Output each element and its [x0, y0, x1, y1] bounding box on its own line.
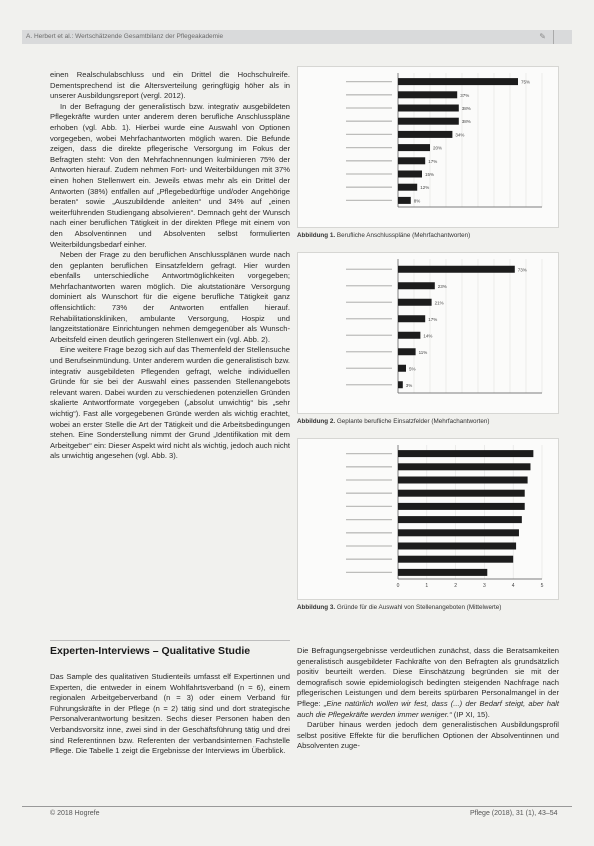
bar — [398, 490, 525, 497]
paragraph: Eine weitere Frage bezog sich auf das Themenfeld der Stellensuche und Berufseinmündung. Unter anderem wurden die generalistisch bzw. integrativ ausgebildeten Pflegenden gefragt, welche individuellen Gründe für sie bei der Auswahl eines passenden Stellenangebots relevant waren. Dabei wurden zu verschiedenen potenziellen Gründen skalierte Antwortformate vorgegeben („absolut unwichtig“ bis „sehr wichtig“). Fast alle vorgegebenen Gründe werden als wichtig erachtet, wobei an erster Stelle die Art der Tätigkeit und die Arbeitsbedingungen stehen. Eine Sonderstellung nimmt der Grund „Identifikation mit dem Arbeitgeber“ ein: Dieser Aspekt wird nicht als wichtig, jedoch auch nicht als unwichtig angesehen (vgl. Abb. 3). — [50, 345, 290, 461]
footer-copyright: © 2018 Hogrefe — [50, 810, 100, 817]
bar — [398, 516, 522, 523]
bar — [398, 157, 425, 164]
figure-2-caption-label: Abbildung 2. — [297, 418, 336, 425]
bar — [398, 105, 459, 112]
pen-icon: ✎ — [539, 32, 546, 41]
quote-reference: (IP XI, 15). — [453, 709, 490, 719]
data-label: 17% — [428, 158, 438, 164]
figure-2-caption-text: Geplante berufliche Einsatzfelder (Mehrfachantworten) — [336, 418, 490, 425]
tick-label: 4 — [511, 583, 515, 589]
data-label: 3% — [405, 382, 413, 388]
figure-3-caption-text: Gründe für die Auswahl von Stellenangeboten (Mittelwerte) — [336, 604, 502, 611]
tick-label: 5 — [540, 583, 544, 589]
paragraph: Neben der Frage zu den beruflichen Anschlussplänen wurde nach den geplanten beruflichen Einsatzfeldern gefragt. Hier wurden ebenfalls unterschiedliche Antwortmöglichkeiten vorgegeben; Mehrfachantworten waren möglich. Die akutstationäre Versorgung dominiert als Wunschort für die eigene berufliche Tätigkeit ganz offensichtlich: 73% der Antworten entfallen hierauf. Rehabilitationskliniken, ambulante Versorgung, Hospiz und langzeitstationäre Einrichtungen nehmen demgegenüber als Wunsch-Arbeitsfeld einen deutlich geringeren Stellenwert ein (vgl. Abb. 2). — [50, 250, 290, 344]
tick-label: 1 — [425, 583, 429, 589]
figure-3-chart-box — [297, 438, 559, 600]
data-label: 8% — [413, 198, 421, 204]
figure-2 — [297, 252, 559, 426]
data-label: 17% — [428, 316, 438, 322]
figure-3 — [297, 438, 559, 612]
bar — [398, 463, 530, 470]
bar — [398, 450, 533, 457]
paragraph: Das Sample des qualitativen Studienteils umfasst elf Expertinnen und Experten, die entweder in einem Wohlfahrtsverband (n = 6), einem regionalen Arbeitgeberverband (n = 3) oder einem Verband für Führungskräfte in der Pflege (n = 2) tätig sind und dort strategische Personalverantwortung besitzen. Sechs dieser Personen haben den Verbandsvorsitz inne, zwei sind in der Geschäftsführung tätig und drei sind Referentinnen bzw. Referenten der verbandsinternen Fachstelle Pflege. Die Tabelle 1 zeigt die Ergebnisse der Interviews im Überblick. — [50, 672, 290, 756]
bar — [398, 569, 487, 576]
bar — [398, 315, 425, 322]
data-label: 73% — [517, 267, 527, 273]
bar — [398, 197, 411, 204]
figure-1 — [297, 66, 559, 240]
bottom-right-text — [297, 646, 559, 752]
bar — [398, 184, 417, 191]
data-label: 37% — [460, 92, 470, 98]
left-column-text — [50, 70, 290, 462]
bar — [398, 332, 420, 339]
data-label: 75% — [521, 79, 531, 85]
section-title: Experten-Interviews – Qualitative Studie — [50, 640, 290, 657]
figure-2-chart-box — [297, 252, 559, 414]
figure-2-caption — [297, 418, 559, 426]
data-label: 23% — [437, 283, 447, 289]
bar — [398, 78, 518, 85]
bar — [398, 282, 435, 289]
data-label: 38% — [461, 106, 471, 111]
paragraph — [297, 646, 559, 720]
bar — [398, 118, 459, 125]
bar — [398, 529, 519, 536]
bar — [398, 477, 528, 484]
tick-label: 3 — [483, 583, 486, 589]
data-label: 38% — [461, 119, 471, 125]
bar — [398, 503, 525, 510]
paragraph: Darüber hinaus werden jedoch dem generalistischen Ausbildungsprofil selbst positive Effekte für die beruflichen Optionen der Absolventinnen und Absolventen zuge- — [297, 720, 559, 751]
bar — [398, 543, 516, 550]
data-label: 5% — [409, 366, 416, 372]
bar — [398, 299, 432, 306]
divider — [553, 30, 564, 44]
footer-citation: Pflege (2018), 31 (1), 43–54 — [470, 810, 558, 817]
figure-1-chart-box — [297, 66, 559, 228]
figure-3-caption-label: Abbildung 3. — [297, 604, 336, 611]
paragraph: In der Befragung der generalistisch bzw. integrativ ausgebildeten Pflegekräfte wurden unter anderem deren berufliche Anschlusspläne erhoben (vgl. Abb. 1). Hierbei wurde eine Auswahl von Optionen vorgegeben, wobei Mehrfachantworten möglich waren. Die Befunde zeigen, dass die direkte pflegerische Versorgung im Fokus der Befragten steht: Von den Mehrfachnennungen kulminieren 75% der Antworten hierauf. Zudem nehmen Fort- und Weiterbildungen mit 37% einen hohen Stellenwert ein. Jeweils etwas mehr als ein Drittel der Antworten (38%) entfallen auf „Pflegebedürftige und/oder Angehörige beraten“ sowie „Auszubildende anleiten“ und 34% auf „einen weiterführenden Studiengang absolvieren“. Demnach geht der Wunsch nach einer beruflichen Tätigkeit in der direkten Pflege mit einem von den Absolventinnen und Absolventen selbst formulierten Weiterbildungsbedarf einher. — [50, 101, 290, 249]
bar — [398, 556, 513, 563]
running-head — [22, 30, 572, 44]
interview-quote: „Eine natürlich wollen wir fest, dass (...) der Bedarf steigt, aber halt auch die Pflegekräfte werden immer weniger.“ — [297, 698, 559, 719]
bar — [398, 348, 416, 355]
bar — [398, 171, 422, 178]
bar — [398, 91, 457, 98]
bottom-left-text — [50, 672, 290, 757]
data-label: 14% — [423, 333, 433, 339]
footer-divider — [22, 806, 572, 807]
figure-1-caption — [297, 232, 559, 240]
bar — [398, 144, 430, 151]
running-head-text: A. Herbert et al.: Wertschätzende Gesamtbilanz der Pflegeakademie — [26, 33, 224, 40]
figure-2-chart — [298, 253, 558, 411]
paragraph-text: Die Befragungsergebnisse verdeutlichen zunächst, dass die Beratsamkeiten generalistisch ausgebildeter Fachkräfte von den Befragten als grundsätzlich positiv beurteilt werden. Diese Einschätzung begründen sie mit der demografisch sowie epidemiologisch bedingten steigenden Nachfrage nach pflegerischen Leistungen und dem bereits spürbaren Personalmangel in der Pflege: — [297, 646, 559, 708]
figure-3-caption — [297, 604, 559, 612]
paragraph: einen Realschulabschluss und ein Drittel die Hochschulreife. Dementsprechend ist die Altersverteilung geringfügig höher als in unserer Ausbildungsreport (vergl. 2012). — [50, 70, 290, 101]
tick-label: 2 — [454, 583, 457, 589]
data-label: 20% — [433, 145, 443, 151]
bar — [398, 365, 406, 372]
tick-label: 0 — [396, 583, 400, 589]
data-label: 34% — [455, 132, 465, 138]
figure-3-chart — [298, 439, 558, 597]
bar — [398, 266, 515, 273]
bar — [398, 131, 452, 138]
bar — [398, 381, 403, 388]
data-label: 21% — [434, 300, 444, 306]
data-label: 11% — [418, 349, 428, 355]
figure-1-chart — [298, 67, 558, 225]
data-label: 12% — [420, 185, 430, 191]
figure-1-caption-text: Berufliche Anschlusspläne (Mehrfachantworten) — [336, 232, 471, 239]
data-label: 15% — [425, 172, 435, 177]
figure-1-caption-label: Abbildung 1. — [297, 232, 336, 239]
